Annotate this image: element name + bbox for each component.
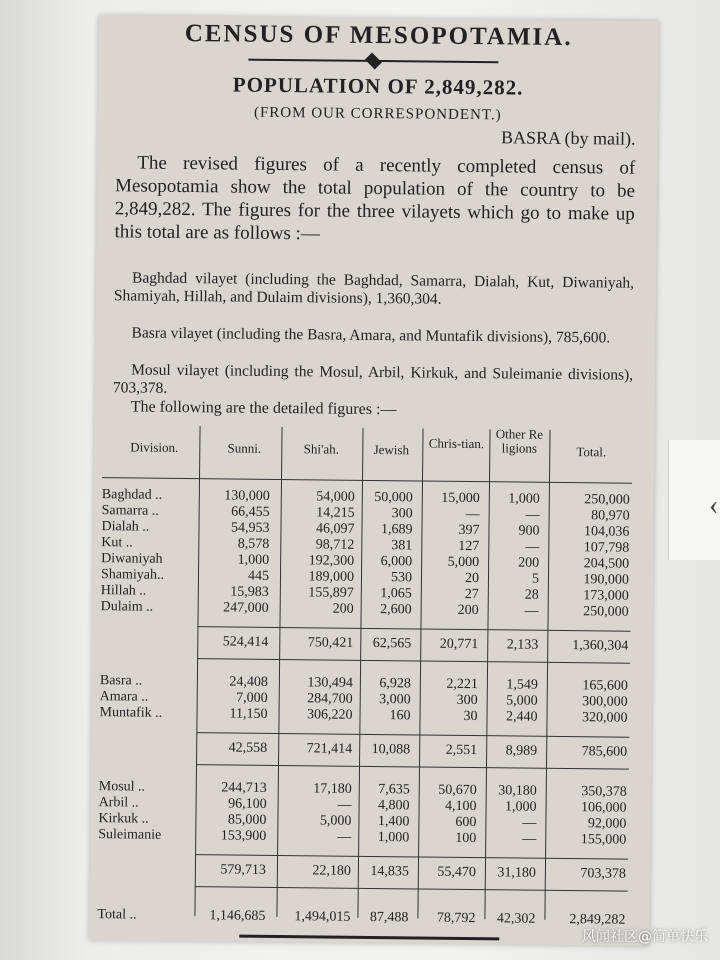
table-cell: 350,378 — [581, 784, 627, 800]
grand-total-cell: 78,792 — [436, 910, 476, 927]
subtotal-rule — [195, 854, 628, 860]
table-cell: 1,549 — [506, 677, 538, 693]
table-cell: 4,800 — [378, 798, 410, 814]
table-row-label: Kut .. — [101, 535, 133, 551]
table-cell: 92,000 — [587, 816, 627, 832]
table-cell: 204,500 — [583, 556, 630, 572]
table-cell: 98,712 — [315, 537, 355, 553]
table-cell: 85,000 — [227, 812, 267, 828]
table-row-label: Dulaim .. — [100, 599, 154, 615]
table-cell: 96,100 — [228, 796, 267, 812]
table-cell: 4,100 — [445, 798, 477, 815]
article-subtitle: POPULATION OF 2,849,282. — [232, 72, 524, 100]
table-cell: — — [525, 539, 540, 555]
table-cell: 2,440 — [505, 709, 538, 725]
grand-total-cell: 1,494,015 — [294, 909, 351, 925]
table-cell: 5,000 — [506, 693, 538, 709]
subtotal-cell: 10,088 — [371, 741, 411, 758]
table-row-label: Suleimanie — [98, 827, 162, 843]
table-cell: 11,150 — [229, 706, 268, 722]
baghdad-vilayet-paragraph: Baghdad vilayet (including the Baghdad, Samarra, Dialah, Kut, Diwaniyah, Shamiyah, Hillah, and Dulaim divisions), 1,360,304. — [113, 269, 635, 308]
table-cell: 15,983 — [230, 584, 269, 600]
subtotal-cell: 22,180 — [312, 863, 351, 879]
table-cell: 1,689 — [380, 522, 413, 538]
table-cell: 127 — [458, 538, 480, 555]
table-cell: 46,097 — [315, 521, 355, 537]
table-row-label: Diwaniyah — [101, 551, 163, 567]
table-header-cell: Total. — [576, 444, 607, 460]
grand-total-cell: 1,146,685 — [209, 908, 266, 924]
table-cell: 155,000 — [580, 832, 627, 848]
group-end-rule — [197, 658, 630, 664]
table-cell: — — [465, 506, 480, 523]
table-cell: 50,670 — [438, 782, 477, 799]
detailed-figures-intro: The following are the detailed figures :— — [130, 398, 397, 419]
table-cell: 6,928 — [379, 676, 411, 692]
table-header-cell: Shi'ah. — [303, 441, 340, 457]
table-cell: — — [522, 831, 537, 847]
table-cell: 530 — [390, 570, 413, 586]
table-cell: 15,000 — [441, 490, 480, 507]
subtotal-cell: 750,421 — [307, 635, 354, 651]
table-cell: 381 — [391, 538, 413, 554]
table-cell: 27 — [464, 586, 479, 603]
subtotal-rule — [196, 732, 629, 738]
table-header-cell: Sunni. — [227, 440, 262, 456]
table-cell: 192,300 — [308, 553, 355, 569]
folder-edge — [668, 440, 720, 560]
table-cell: 106,000 — [581, 800, 627, 816]
table-row-label: Muntafik .. — [99, 705, 163, 721]
table-cell: 160 — [389, 708, 411, 724]
newspaper-clipping — [89, 15, 659, 946]
bottom-rule — [239, 935, 499, 941]
correspondent-line: (FROM OUR CORRESPONDENT.) — [253, 104, 502, 124]
table-cell: 250,000 — [583, 604, 629, 620]
subtotal-cell: 524,414 — [222, 634, 269, 650]
dateline: BASRA (by mail). — [500, 127, 636, 149]
table-cell: — — [524, 603, 539, 619]
table-cell: — — [522, 815, 537, 831]
table-cell: 397 — [458, 522, 480, 539]
article-title: CENSUS OF MESOPOTAMIA. — [184, 19, 573, 52]
subtotal-cell: 31,180 — [497, 865, 536, 881]
table-row-label: Samarra .. — [101, 503, 159, 519]
mosul-vilayet-paragraph: Mosul vilayet (including the Mosul, Arbil, Kirkuk, and Suleimanie divisions), 703,378. — [112, 361, 634, 397]
table-cell: 30 — [463, 708, 478, 725]
table-cell: 1,000 — [508, 491, 540, 507]
table-cell: 30,180 — [498, 783, 537, 799]
table-cell: 247,000 — [223, 600, 269, 616]
table-cell: 320,000 — [581, 710, 628, 726]
table-cell: 190,000 — [583, 572, 630, 588]
basra-vilayet-paragraph: Basra vilayet (including the Basra, Amara, and Muntafik divisions), 785,600. — [131, 324, 611, 347]
table-header-rule — [102, 477, 632, 484]
subtotal-cell: 62,565 — [372, 635, 412, 652]
table-cell: 250,000 — [584, 492, 630, 508]
table-cell: 306,220 — [306, 707, 353, 723]
table-cell: 244,713 — [221, 780, 267, 796]
subtotal-cell: 20,771 — [439, 636, 479, 653]
subtotal-cell: 2,551 — [445, 742, 478, 759]
table-cell: 5 — [531, 571, 540, 587]
table-cell: 155,897 — [308, 585, 354, 601]
table-row-label: Mosul .. — [98, 779, 146, 795]
subtotal-cell: 8,989 — [505, 743, 538, 759]
table-cell: 165,600 — [582, 678, 628, 694]
table-cell: 300 — [456, 692, 478, 709]
table-cell: 107,798 — [583, 540, 630, 556]
table-cell: 1,000 — [505, 799, 537, 815]
table-cell: 5,000 — [447, 554, 480, 571]
table-header-cell: Jewish — [373, 441, 410, 458]
table-row-label: Basra .. — [99, 673, 143, 689]
table-header-cell: Chris-tian. — [428, 435, 485, 452]
table-cell: 1,000 — [237, 552, 270, 568]
table-cell: 284,700 — [307, 691, 353, 707]
table-cell: 200 — [457, 602, 479, 619]
table-cell: 2,221 — [446, 676, 478, 693]
table-cell: 66,455 — [231, 504, 270, 520]
table-cell: 200 — [332, 601, 354, 617]
table-cell: 7,000 — [236, 690, 268, 706]
subtotal-cell: 42,558 — [228, 740, 268, 756]
group-end-rule — [196, 764, 629, 770]
table-cell: 2,600 — [380, 602, 412, 618]
table-cell: 8,578 — [237, 536, 270, 552]
table-cell: 17,180 — [313, 781, 352, 797]
table-cell: 130,000 — [224, 488, 270, 504]
table-cell: 3,000 — [379, 692, 411, 708]
table-header-cell: Other Re ligions — [495, 426, 544, 456]
table-cell: — — [337, 829, 352, 845]
table-cell: 7,635 — [378, 782, 410, 798]
subtotal-cell: 2,133 — [506, 637, 539, 653]
grand-total-cell: 87,488 — [369, 909, 409, 926]
table-cell: 6,000 — [380, 554, 413, 570]
table-cell: 153,900 — [220, 828, 267, 844]
table-cell: 1,065 — [380, 586, 412, 602]
subtotal-cell: 785,600 — [581, 744, 628, 760]
subtotal-cell: 579,713 — [220, 862, 266, 878]
table-cell: 189,000 — [308, 569, 355, 585]
group-end-rule — [195, 886, 628, 892]
watermark: 风闻社区@简单快乐 — [582, 929, 708, 945]
table-header-cell: Division. — [130, 439, 179, 455]
table-row-label: Baghdad .. — [101, 487, 163, 503]
table-row-label: Kirkuk .. — [98, 811, 149, 827]
total-label: Total .. — [97, 907, 137, 923]
table-cell: 14,215 — [316, 505, 355, 521]
table-cell: 54,000 — [316, 489, 355, 505]
subtotal-rule — [197, 626, 630, 632]
subtotal-cell: 1,360,304 — [572, 638, 629, 654]
subtotal-cell: 703,378 — [580, 866, 626, 882]
subtotal-cell: 721,414 — [306, 741, 353, 757]
table-cell: 200 — [518, 555, 540, 571]
table-row-label: Hillah .. — [100, 583, 147, 599]
table-cell: 1,400 — [377, 814, 410, 830]
grand-total-cell: 42,302 — [496, 911, 536, 927]
subtotal-cell: 55,470 — [437, 864, 476, 881]
table-cell: 24,408 — [229, 674, 268, 690]
table-cell: 104,036 — [583, 524, 630, 540]
table-cell: 445 — [247, 568, 270, 584]
table-cell: 5,000 — [319, 813, 352, 829]
folder-mark: ‹ — [709, 490, 719, 521]
title-ornament — [248, 57, 498, 66]
table-cell: 50,000 — [374, 490, 413, 506]
table-cell: 300,000 — [582, 694, 628, 710]
table-cell: 300 — [391, 506, 413, 522]
table-row-label: Dialah .. — [101, 519, 150, 535]
table-cell: 1,000 — [377, 830, 410, 846]
table-cell: — — [525, 507, 540, 523]
table-row-label: Arbil .. — [98, 795, 139, 811]
table-cell: 100 — [455, 830, 477, 847]
grand-total-cell: 2,849,282 — [569, 912, 626, 928]
table-cell: 173,000 — [583, 588, 629, 604]
table-cell: 130,494 — [307, 675, 353, 691]
table-cell: 20 — [464, 570, 480, 587]
table-cell: 80,970 — [591, 508, 630, 524]
table-cell: 54,953 — [230, 520, 270, 536]
subtotal-cell: 14,835 — [370, 863, 409, 880]
table-cell: — — [337, 797, 352, 813]
intro-paragraph: The revised figures of a recently completed census of Mesopotamia show the total population of the country to be 2,849,282. The figures for the three vilayets which go to make up this total are as follows :— — [114, 152, 636, 245]
table-cell: 900 — [518, 523, 540, 539]
table-row-label: Amara .. — [99, 689, 149, 705]
table-cell: 600 — [455, 814, 477, 831]
table-row-label: Shamiyah.. — [100, 567, 165, 583]
table-cell: 28 — [524, 587, 539, 603]
